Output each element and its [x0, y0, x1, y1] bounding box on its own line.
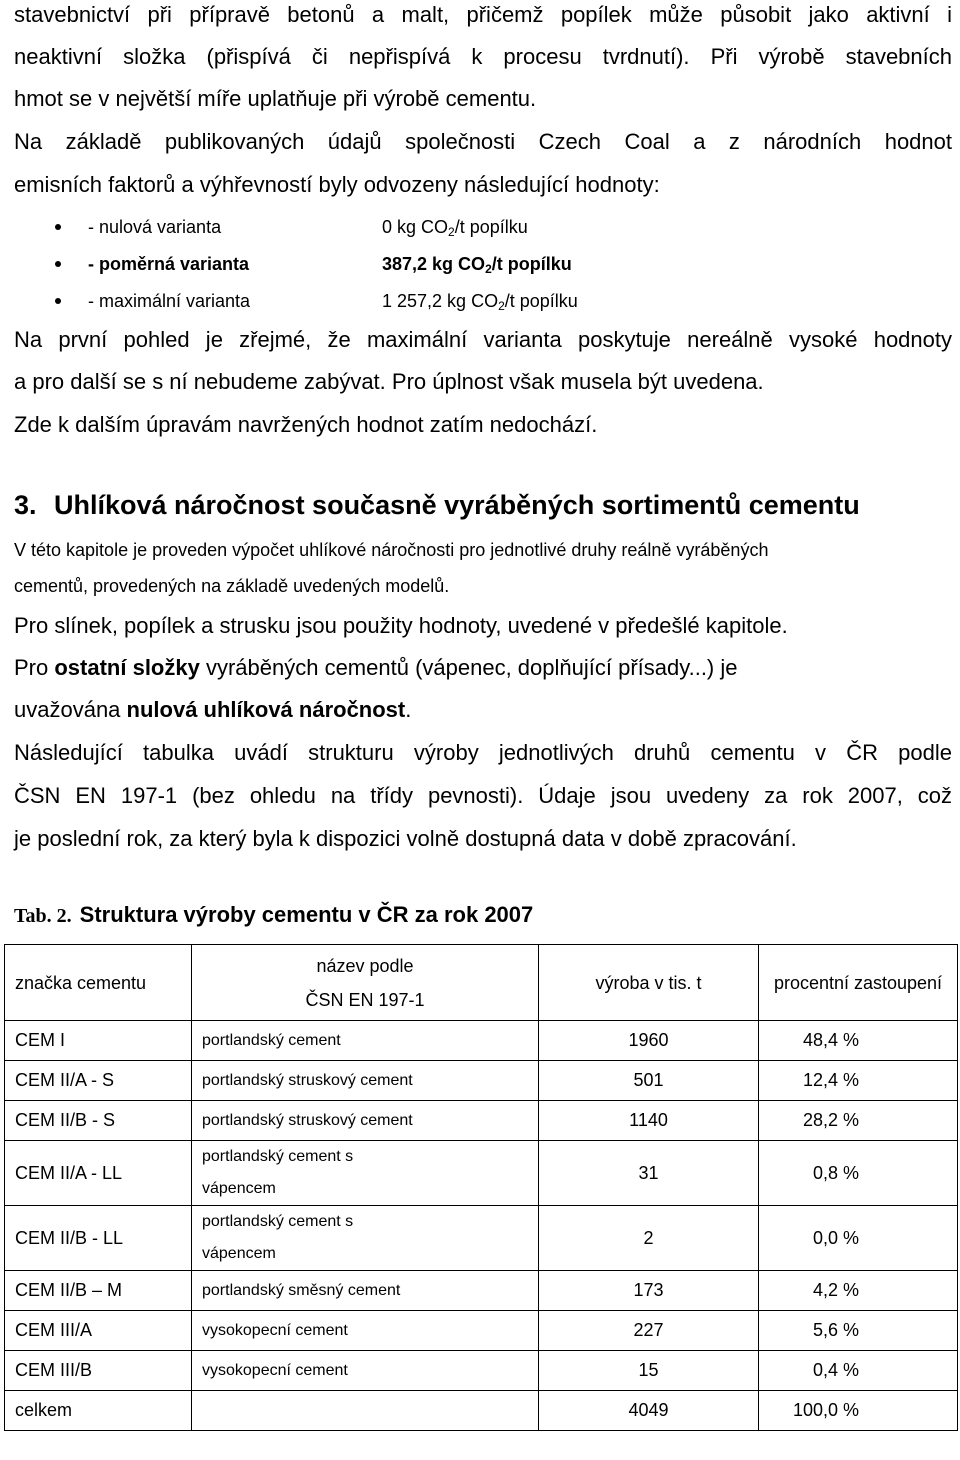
variant-label: - nulová varianta [88, 217, 222, 237]
paragraph-line: je poslední rok, za který byla k dispozici volně dostupná data v době zpracování. [14, 826, 797, 851]
section-number: 3. [14, 490, 37, 520]
cell-production: 1960 [539, 1021, 759, 1061]
paragraph-line: Zde k dalším úpravám navržených hodnot zatím nedochází. [14, 412, 598, 437]
cell-share: 48,4 % [759, 1021, 958, 1061]
cell-production: 31 [539, 1141, 759, 1206]
variant-value: 0 kg $CO_2/t$ popílku [382, 217, 528, 239]
section-title: Uhlíková náročnost současně vyráběných sortimentů cementu [54, 490, 860, 520]
paragraph-line: Následující tabulka uvádí strukturu výroby jednotlivých druhů cementu v ČR podle [14, 740, 952, 765]
cell-production: 173 [539, 1271, 759, 1311]
cell-share: 0,8 % [759, 1141, 958, 1206]
bullet-icon [55, 298, 61, 304]
header-production: výroba v tis. t [539, 945, 759, 1021]
cell-share: 4,2 % [759, 1271, 958, 1311]
header-share: procentní zastoupení [759, 945, 958, 1021]
cell-name: portlandský struskový cement [192, 1101, 539, 1141]
cell-brand: CEM I [5, 1021, 192, 1061]
table-row [5, 1391, 958, 1431]
bullet-icon [55, 224, 61, 230]
cell-share: 12,4 % [759, 1061, 958, 1101]
cell-brand: celkem [5, 1391, 192, 1431]
table-row [5, 1101, 958, 1141]
cell-brand: CEM III/A [5, 1311, 192, 1351]
cell-name: portlandský směsný cement [192, 1271, 539, 1311]
table-label: Tab. 2. [14, 905, 72, 927]
variant-value: 387,2 kg $CO_2/t$ popílku [382, 254, 572, 276]
cell-name: vysokopecní cement [192, 1351, 539, 1391]
cell-production: 2 [539, 1206, 759, 1271]
cell-production: 227 [539, 1311, 759, 1351]
cell-brand: CEM II/A - LL [5, 1141, 192, 1206]
cell-production: 4049 [539, 1391, 759, 1431]
cell-name: portlandský cement [192, 1021, 539, 1061]
variant-label: - maximální varianta [88, 291, 251, 311]
paragraph-line: Pro slínek, popílek a strusku jsou použity hodnoty, uvedené v předešlé kapitole. [14, 613, 788, 638]
cell-brand: CEM II/B - S [5, 1101, 192, 1141]
table-title: Struktura výroby cementu v ČR za rok 2007 [79, 902, 534, 927]
paragraph-line: uvažována nulová uhlíková náročnost. [14, 697, 412, 722]
paragraph-line: emisních faktorů a výhřevností byly odvozeny následující hodnoty: [14, 172, 660, 197]
table-row [5, 1141, 958, 1206]
cell-production: 501 [539, 1061, 759, 1101]
cell-name: portlandský cement s vápencem [192, 1141, 539, 1206]
cell-share: 0,0 % [759, 1206, 958, 1271]
cell-share: 100,0 % [759, 1391, 958, 1431]
cell-share: 0,4 % [759, 1351, 958, 1391]
section-heading [14, 489, 860, 521]
table-row [5, 1271, 958, 1311]
paragraph-line: neaktivní složka (přispívá či nepřispívá k procesu tvrdnutí). Při výrobě stavebních [14, 44, 952, 69]
cell-name [192, 1391, 539, 1431]
cell-brand: CEM II/A - S [5, 1061, 192, 1101]
paragraph-line: Pro ostatní složky vyráběných cementů (vápenec, doplňující přísady...) je [14, 655, 738, 680]
cell-brand: CEM III/B [5, 1351, 192, 1391]
variant-value: 1 257,2 kg $CO_2/t$ popílku [382, 291, 578, 313]
table-row [5, 1021, 958, 1061]
cell-brand: CEM II/B - LL [5, 1206, 192, 1271]
cell-share: 5,6 % [759, 1311, 958, 1351]
paragraph-line: V této kapitole je proveden výpočet uhlíkové náročnosti pro jednotlivé druhy reálně vyráběných [14, 540, 769, 560]
variant-label: - poměrná varianta [88, 254, 250, 274]
paragraph-line: hmot se v největší míře uplatňuje při výrobě cementu. [14, 86, 537, 111]
cell-brand: CEM II/B – M [5, 1271, 192, 1311]
paragraph-line: Na základě publikovaných údajů společnosti Czech Coal a z národních hodnot [14, 129, 952, 154]
paragraph-line: ČSN EN 197-1 (bez ohledu na třídy pevnosti). Údaje jsou uvedeny za rok 2007, což [14, 783, 952, 808]
table-row [5, 1206, 958, 1271]
table-caption [14, 901, 533, 932]
cell-name: vysokopecní cement [192, 1311, 539, 1351]
cell-share: 28,2 % [759, 1101, 958, 1141]
paragraph-line: Na první pohled je zřejmé, že maximální varianta poskytuje nereálně vysoké hodnoty [14, 327, 952, 352]
paragraph-line: cementů, provedených na základě uvedených modelů. [14, 576, 450, 596]
table-row [5, 1311, 958, 1351]
cell-production: 1140 [539, 1101, 759, 1141]
paragraph-line: a pro další se s ní nebudeme zabývat. Pro úplnost však musela být uvedena. [14, 369, 764, 394]
cement-production-table [4, 944, 958, 1431]
header-brand: značka cementu [5, 945, 192, 1021]
table-row [5, 1351, 958, 1391]
cell-name: portlandský struskový cement [192, 1061, 539, 1101]
paragraph-line: stavebnictví při přípravě betonů a malt, přičemž popílek může působit jako aktivní i [14, 2, 952, 27]
header-name: název podle ČSN EN 197-1 [192, 945, 539, 1021]
bullet-icon [55, 261, 61, 267]
cell-name: portlandský cement s vápencem [192, 1206, 539, 1271]
cell-production: 15 [539, 1351, 759, 1391]
table-row [5, 1061, 958, 1101]
table-header-row [5, 945, 958, 1021]
